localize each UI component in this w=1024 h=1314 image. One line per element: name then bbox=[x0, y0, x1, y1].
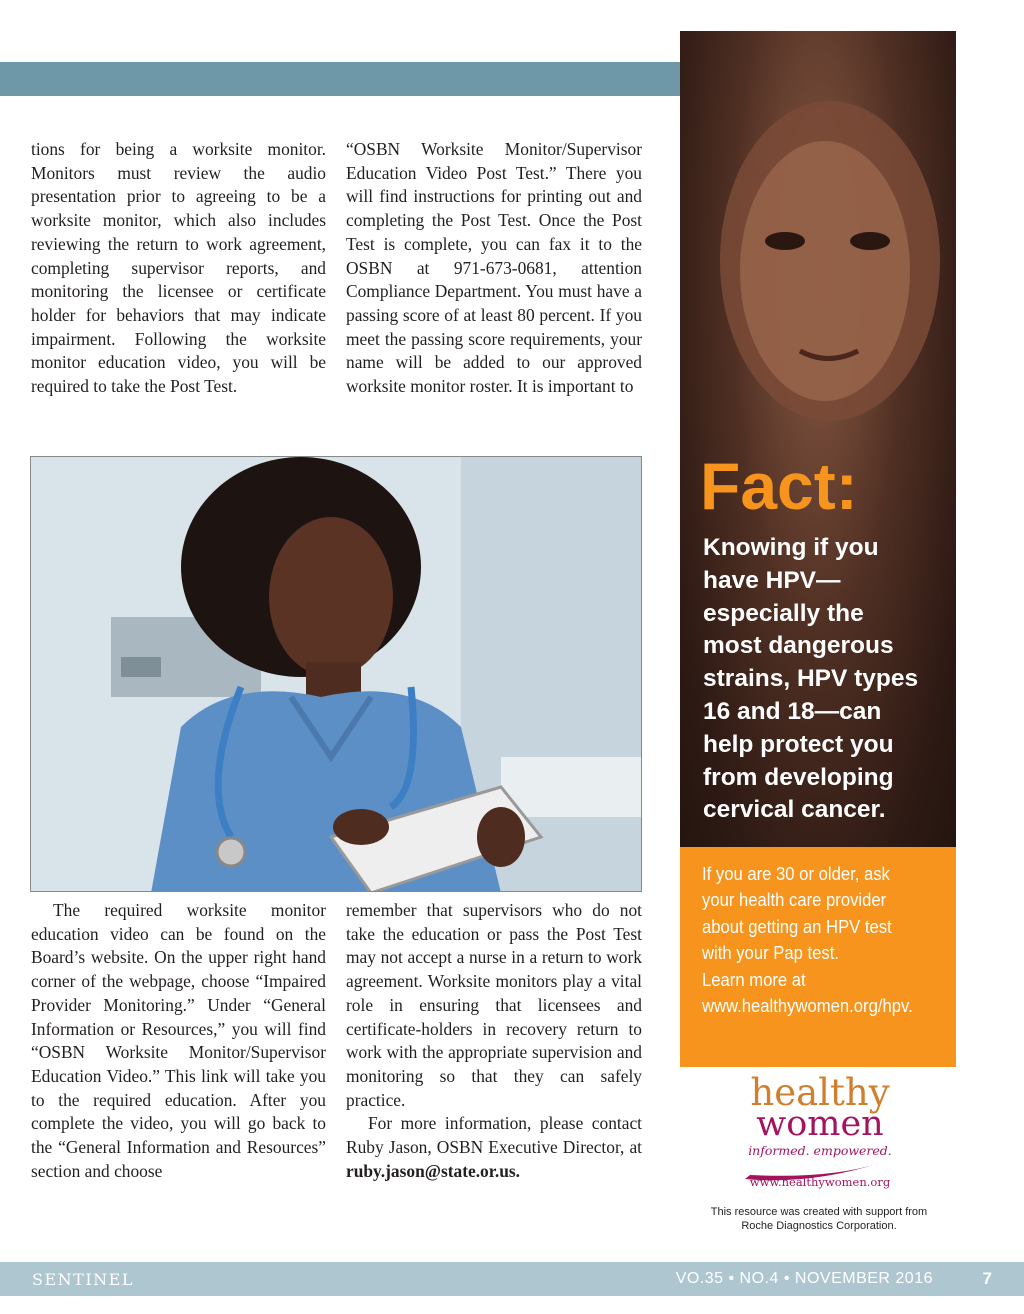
article-column-2-top bbox=[346, 138, 642, 399]
nurse-with-tablet-image bbox=[31, 457, 642, 892]
ad-fact-line: strains, HPV types bbox=[703, 665, 919, 693]
ad-cta-line: Learn more at bbox=[702, 968, 806, 990]
header-band bbox=[0, 62, 680, 96]
ad-fact-line: from developing bbox=[703, 763, 894, 791]
article-paragraph: remember that supervisors who do not take the education or pass the Post Test may not accept a nurse in a return to work agreement. Worksite monitors play a vital role in ensuring that licensees and certificate-holders in recovery return to work with the appropriate supervision and monitoring so that they can safely practice. bbox=[346, 900, 642, 1110]
article-column-1-bottom bbox=[31, 899, 326, 1183]
ad-fact-text bbox=[703, 532, 943, 827]
logo-word-healthy: healthy bbox=[750, 1071, 890, 1114]
article-column-2-bottom bbox=[346, 899, 642, 1183]
ad-fact-line: Knowing if you bbox=[703, 534, 879, 561]
ad-cta-line: your health care provider bbox=[702, 889, 887, 911]
ad-cta-url-link[interactable]: www.healthywomen.org/hpv. bbox=[702, 995, 913, 1017]
page-number: 7 bbox=[982, 1269, 992, 1288]
sponsor-line: Roche Diagnostics Corporation. bbox=[741, 1219, 897, 1232]
logo-url-link[interactable]: www.healthywomen.org bbox=[749, 1175, 891, 1189]
article-paragraph: tions for being a worksite monitor. Monitors must review the audio presentation prior to agreeing to be a worksite monitor, which also includes reviewing the return to work agreement, completing supervisor reports, and monitoring the licensee or certificate holder for behaviors that may indicate impairment. Following the worksite monitor education video, you will be required to take the Post Test. bbox=[31, 139, 326, 397]
contact-email-link[interactable]: ruby.jason@state.or.us. bbox=[346, 1160, 521, 1181]
ad-cta-line: If you are 30 or older, ask bbox=[702, 863, 890, 884]
publication-name: SENTINEL bbox=[32, 1270, 134, 1289]
contact-paragraph bbox=[346, 1112, 642, 1183]
article-column-1-top bbox=[31, 138, 326, 399]
article-paragraph: The required worksite monitor education video can be found on the Board’s website. On the upper right hand corner of the webpage, choose “Impaired Provider Monitoring.” Under “General Information or Resources,” you will find “OSBN Worksite Monitor/Supervisor Education Video.” This link will take you to the required education. After you complete the video, you will go back to the “General Information and Resources” section and choose bbox=[31, 900, 326, 1181]
page-footer bbox=[0, 1262, 1024, 1296]
sponsor-line: This resource was created with support from bbox=[710, 1206, 928, 1218]
logo-tagline: informed. empowered. bbox=[748, 1143, 892, 1158]
logo-word-women: women bbox=[756, 1104, 884, 1144]
ad-heading: Fact: bbox=[700, 449, 858, 523]
ad-cta-line: with your Pap test. bbox=[702, 942, 839, 964]
article-paragraph: “OSBN Worksite Monitor/Supervisor Education Video Post Test.” There you will find instructions for printing out and completing the Post Test. Once the Post Test is complete, you can fax it to the OSBN at 971-673-0681, attention Compliance Department. You must have a passing score of at least 80 percent. If you meet the passing score requirements, your name will be added to our approved worksite monitor roster. It is important to bbox=[346, 139, 642, 397]
ad-cta-line: about getting an HPV test bbox=[702, 915, 892, 937]
ad-fact-line: most dangerous bbox=[703, 632, 894, 660]
ad-cta-text bbox=[702, 861, 927, 1019]
ad-fact-line: especially the bbox=[703, 599, 864, 627]
hpv-advertisement bbox=[680, 31, 956, 1237]
ad-fact-line: cervical cancer. bbox=[703, 796, 886, 824]
ad-fact-line: have HPV— bbox=[703, 566, 841, 594]
contact-text: For more information, please contact Ruby Jason, OSBN Executive Director, at bbox=[346, 1113, 642, 1158]
healthywomen-logo bbox=[730, 1071, 910, 1201]
ad-fact-line: 16 and 18—can bbox=[703, 697, 882, 725]
ad-fact-line: help protect you bbox=[703, 730, 894, 758]
ad-sponsor-note bbox=[694, 1206, 944, 1233]
issue-info: VO.35 • NO.4 • NOVEMBER 2016 bbox=[675, 1270, 933, 1287]
article-photo bbox=[30, 456, 642, 892]
